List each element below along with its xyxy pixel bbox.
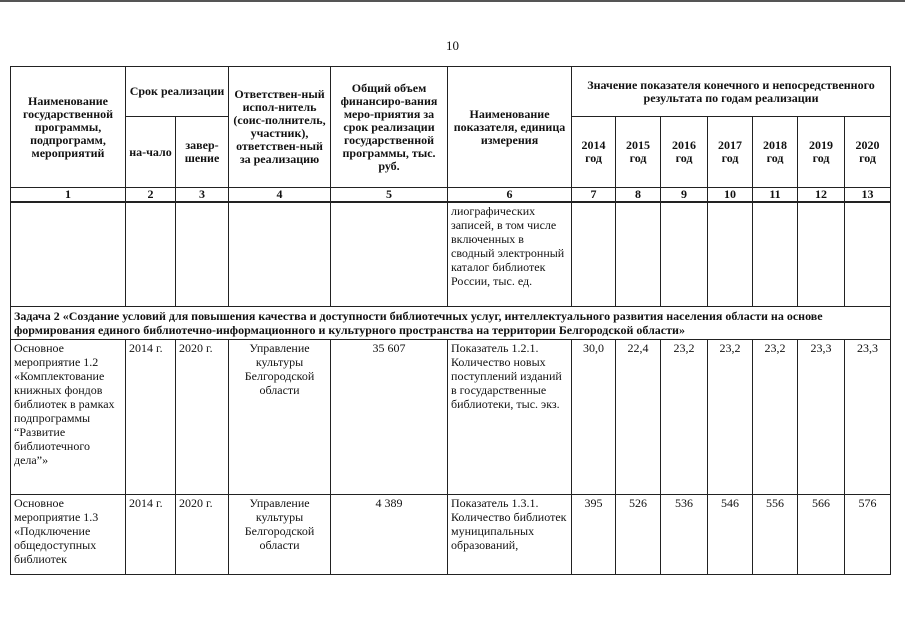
column-number: 12	[798, 188, 845, 203]
responsible-executor: Управление культуры Белгородской области	[229, 339, 331, 494]
column-number: 1	[11, 188, 126, 203]
column-number: 2	[126, 188, 176, 203]
header-year: 2015 год	[616, 117, 661, 188]
column-number: 5	[331, 188, 448, 203]
header-values-by-year: Значение показателя конечного и непосредственного результата по годам реализации	[572, 67, 891, 117]
indicator-cell: Показатель 1.3.1. Количество библиотек муниципальных образований,	[448, 494, 572, 574]
header-year: 2020 год	[845, 117, 891, 188]
task-2-heading: Задача 2 «Создание условий для повышения качества и доступности библиотечных услуг, интеллектуального развития населения области на основе формирования единого библиотечно-информационного и культурного пространства на территории Белгородской области»	[11, 306, 891, 339]
header-funding: Общий объем финансиро-вания меро-приятия за срок реализации государственной программы, тыс. руб.	[331, 67, 448, 188]
task-row	[11, 306, 891, 339]
column-number: 9	[661, 188, 708, 203]
value-2015: 22,4	[616, 339, 661, 494]
column-number: 10	[708, 188, 753, 203]
value-2014: 395	[572, 494, 616, 574]
page-number: 10	[446, 38, 459, 53]
column-number: 11	[753, 188, 798, 203]
value-2020: 576	[845, 494, 891, 574]
column-number: 13	[845, 188, 891, 203]
column-number: 8	[616, 188, 661, 203]
header-period: Срок реализации	[126, 67, 229, 117]
value-2017: 546	[708, 494, 753, 574]
measure-name: Основное мероприятие 1.2 «Комплектование книжных фондов библиотек в рамках подпрограммы “Развитие библиотечного дела”»	[11, 339, 126, 494]
table-row	[11, 339, 891, 494]
column-number: 3	[176, 188, 229, 203]
column-number: 7	[572, 188, 616, 203]
header-year: 2016 год	[661, 117, 708, 188]
header-indicator: Наименование показателя, единица измерения	[448, 67, 572, 188]
empty-cell	[331, 202, 448, 306]
value-2014: 30,0	[572, 339, 616, 494]
empty-cell	[753, 202, 798, 306]
value-2019: 23,3	[798, 339, 845, 494]
column-number-row	[11, 188, 891, 203]
value-2017: 23,2	[708, 339, 753, 494]
value-2015: 526	[616, 494, 661, 574]
value-2016: 536	[661, 494, 708, 574]
empty-cell	[798, 202, 845, 306]
funding-amount: 35 607	[331, 339, 448, 494]
end-year: 2020 г.	[176, 494, 229, 574]
empty-cell	[572, 202, 616, 306]
header-start: на-чало	[126, 117, 176, 188]
end-year: 2020 г.	[176, 339, 229, 494]
empty-cell	[661, 202, 708, 306]
empty-cell	[11, 202, 126, 306]
table-row	[11, 494, 891, 574]
start-year: 2014 г.	[126, 494, 176, 574]
funding-amount: 4 389	[331, 494, 448, 574]
value-2018: 23,2	[753, 339, 798, 494]
table-row-continuation	[11, 202, 891, 306]
column-number: 4	[229, 188, 331, 203]
header-year: 2017 год	[708, 117, 753, 188]
empty-cell	[176, 202, 229, 306]
value-2018: 556	[753, 494, 798, 574]
start-year: 2014 г.	[126, 339, 176, 494]
header-year: 2014 год	[572, 117, 616, 188]
program-indicators-table	[10, 66, 891, 575]
program-table-container	[10, 66, 891, 575]
indicator-cell: Показатель 1.2.1. Количество новых поступлений изданий в государственные библиотеки, тыс. экз.	[448, 339, 572, 494]
empty-cell	[616, 202, 661, 306]
header-end: завер-шение	[176, 117, 229, 188]
indicator-cell: лиографических записей, в том числе включенных в сводный электронный каталог библиотек России, тыс. ед.	[448, 202, 572, 306]
column-number: 6	[448, 188, 572, 203]
empty-cell	[845, 202, 891, 306]
top-scan-edge	[0, 0, 905, 2]
value-2019: 566	[798, 494, 845, 574]
header-responsible: Ответствен-ный испол-нитель (соис-полнитель, участник), ответствен-ный за реализацию	[229, 67, 331, 188]
responsible-executor: Управление культуры Белгородской области	[229, 494, 331, 574]
empty-cell	[708, 202, 753, 306]
header-year: 2019 год	[798, 117, 845, 188]
empty-cell	[229, 202, 331, 306]
measure-name: Основное мероприятие 1.3 «Подключение общедоступных библиотек	[11, 494, 126, 574]
header-year: 2018 год	[753, 117, 798, 188]
empty-cell	[126, 202, 176, 306]
header-program-name: Наименование государственной программы, подпрограмм, мероприятий	[11, 67, 126, 188]
value-2016: 23,2	[661, 339, 708, 494]
value-2020: 23,3	[845, 339, 891, 494]
